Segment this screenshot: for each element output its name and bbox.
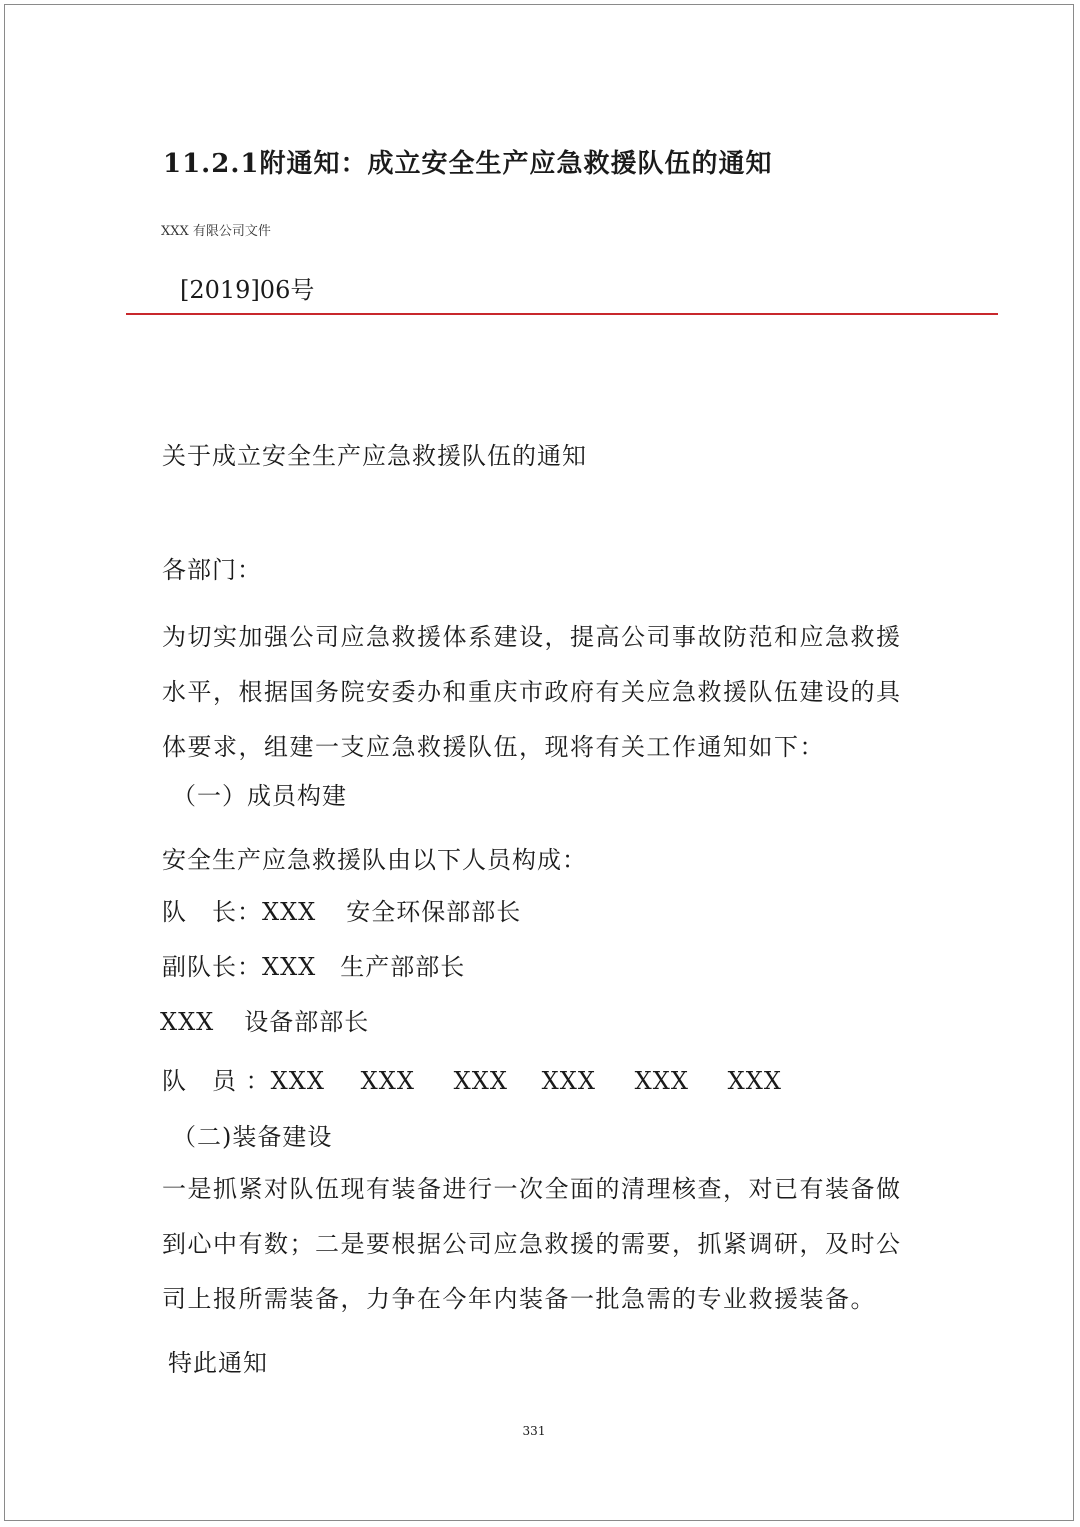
salutation: 各部门： [162, 556, 262, 584]
section1-heading: （一）成员构建 [172, 782, 347, 810]
section1-lead: 安全生产应急救援队由以下人员构成： [162, 846, 587, 874]
deputy2-line [160, 1002, 369, 1037]
leader-name: XXX [262, 898, 317, 926]
member-name: XXX [727, 1067, 782, 1095]
section-heading: 11.2.1附通知：成立安全生产应急救援队伍的通知 [163, 149, 773, 179]
intro-paragraph: 为切实加强公司应急救援体系建设，提高公司事故防范和应急救援水平，根据国务院安委办和重庆市政府有关应急救援队伍建设的具体要求，组建一支应急救援队伍，现将有关工作通知如下： [162, 623, 902, 761]
member-name: XXX [453, 1067, 508, 1095]
member-name: XXX [360, 1067, 415, 1095]
members-line [162, 1061, 782, 1096]
company-name: XXX 有限公司文件 [161, 224, 271, 239]
member-name: XXX [634, 1067, 689, 1095]
red-divider [126, 313, 998, 315]
section2-paragraph: 一是抓紧对队伍现有装备进行一次全面的清理核查，对已有装备做到心中有数；二是要根据公司应急救援的需要，抓紧调研，及时公司上报所需装备，力争在今年内装备一批急需的专业救援装备。 [162, 1175, 902, 1313]
notice-title: 关于成立安全生产应急救援队伍的通知 [162, 442, 587, 470]
closing-line: 特此通知 [168, 1349, 268, 1377]
leader-label: 队 长： [162, 898, 262, 926]
deputy2-role: 设备部部长 [244, 1008, 370, 1036]
deputy-label: 副队长： [162, 953, 262, 981]
deputy-line [162, 947, 465, 982]
deputy-role: 生产部部长 [340, 953, 466, 981]
members-label: 队 员 ： [162, 1067, 271, 1095]
member-name: XXX [270, 1067, 325, 1095]
deputy2-name: XXX [160, 1008, 215, 1036]
deputy-name: XXX [262, 953, 317, 981]
page-number: 331 [522, 1424, 546, 1438]
leader-role: 安全环保部部长 [346, 898, 522, 926]
section2-heading: （二)装备建设 [172, 1123, 333, 1151]
document-number: [2019]06号 [180, 276, 315, 304]
leader-line [162, 892, 521, 927]
member-name: XXX [541, 1067, 596, 1095]
